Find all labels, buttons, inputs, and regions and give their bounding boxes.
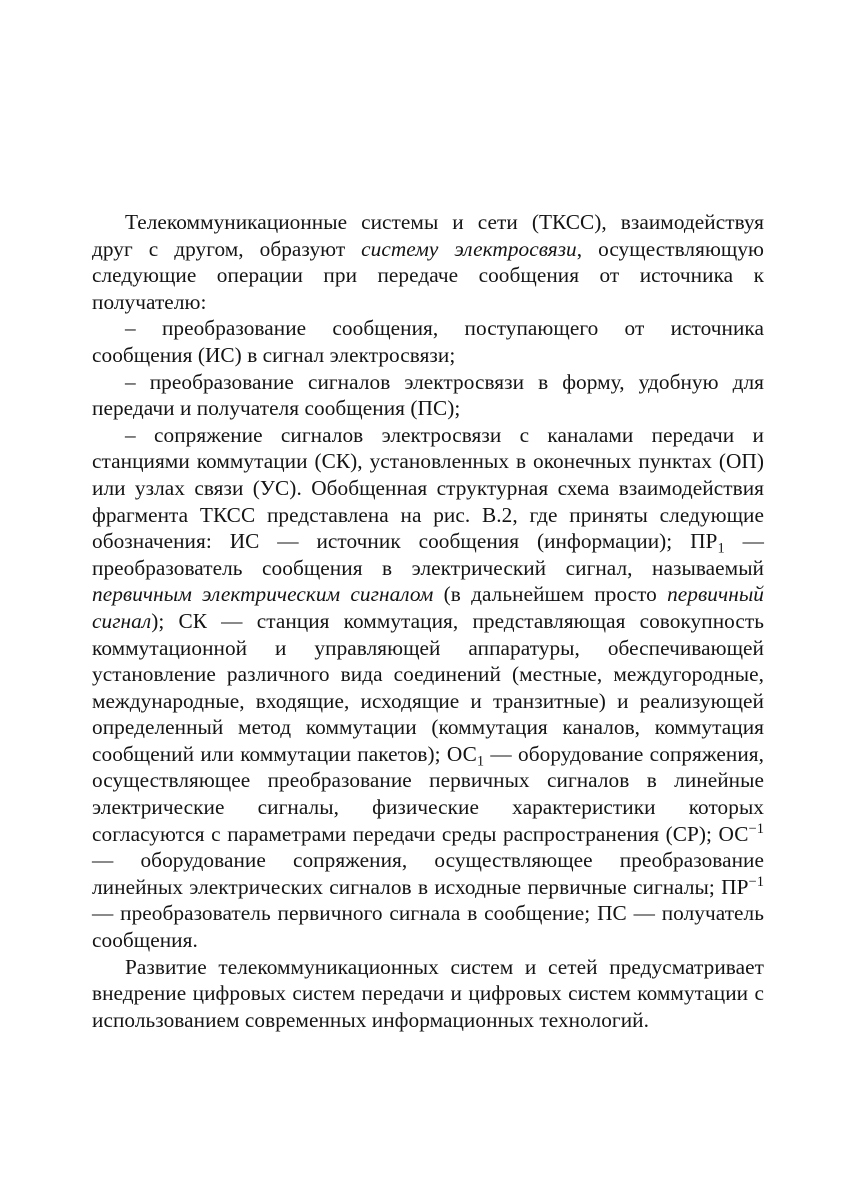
text-segment: ); СК — станция коммутация, представляющая совокупность коммутационной и управляющей аппаратуры, обеспечивающей установление различного вида соединений (местные, междугородные, международные, входящие, исходящие и транзитные) и реализующей определенный метод коммутации (коммутация каналов, коммутация сообщений или коммутации пакетов); ОС bbox=[92, 608, 764, 766]
list-item-interfacing bbox=[92, 422, 764, 954]
text-segment: — оборудование сопряжения, осуществляющее преобразование линейных электрических сигналов в исходные первичные сигналы; ПР bbox=[92, 848, 764, 899]
superscript: −1 bbox=[748, 820, 764, 837]
text-segment: – преобразование сигналов электросвязи в форму, удобную для передачи и получателя сообщения (ПС); bbox=[92, 369, 764, 421]
italic-term: первичный сигнал bbox=[92, 582, 764, 633]
text-segment: – сопряжение сигналов электросвязи с каналами передачи и станциями коммутации (СК), установленных в оконечных пунктах (ОП) или узлах связи (УС). Обобщенная структурная схема взаимодействия фрагмента ТКСС представлена на рис. В.2, где приняты следующие обозначения: ИС — источник сообщения (информации); ПР bbox=[92, 422, 764, 554]
text-segment: , осуществляющую следующие операции при передаче сообщения от источника к получателю: bbox=[92, 236, 765, 314]
text-segment: — оборудование сопряжения, осуществляющее преобразование первичных сигналов в линейные электрические сигналы, физические характеристики которых согласуются с параметрами передачи среды распространения (СР); ОС bbox=[92, 741, 764, 846]
paragraph-intro bbox=[92, 209, 764, 315]
list-item-signal-form bbox=[92, 369, 764, 422]
body-text bbox=[92, 209, 764, 1033]
italic-term: систему электросвязи bbox=[361, 236, 577, 261]
subscript: 1 bbox=[476, 753, 485, 770]
text-segment: — преобразователь первичного сигнала в сообщение; ПС — получатель сообщения. bbox=[92, 901, 764, 953]
paragraph-development bbox=[92, 954, 764, 1034]
text-segment: — преобразователь сообщения в электрический сигнал, называемый bbox=[92, 529, 764, 580]
text-segment: – преобразование сообщения, поступающего от источника сообщения (ИС) в сигнал электросвязи; bbox=[92, 316, 764, 367]
text-segment: (в дальнейшем просто bbox=[433, 582, 668, 607]
text-segment: Развитие телекоммуникационных систем и сетей предусматривает внедрение цифровых систем передачи и цифровых систем коммутации с использованием современных информационных технологий. bbox=[92, 954, 764, 1032]
list-item-conversion bbox=[92, 315, 764, 368]
text-segment: Телекоммуникационные системы и сети (ТКСС), взаимодействуя друг с другом, образуют bbox=[92, 210, 764, 261]
subscript: 1 bbox=[717, 540, 725, 557]
italic-term: первичным электрическим сигналом bbox=[92, 582, 434, 607]
superscript: −1 bbox=[748, 873, 764, 890]
